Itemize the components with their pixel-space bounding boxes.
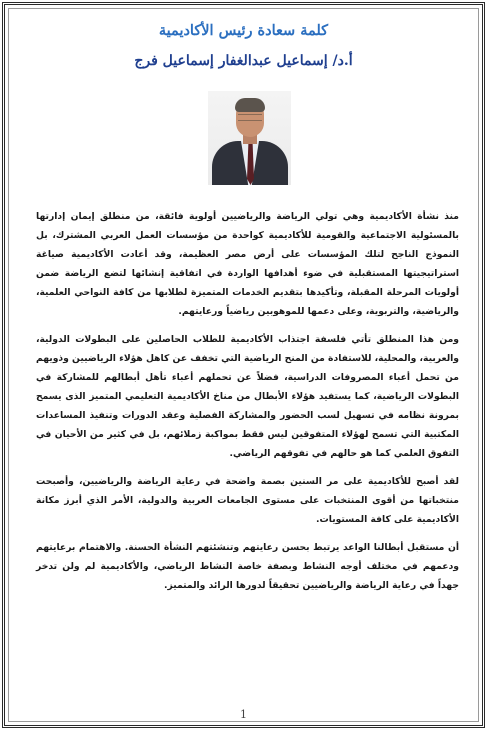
page-number: 1	[240, 708, 247, 721]
paragraph: أن مستقبل أبطالنا الواعد يرتبط بحسن رعايتهم وتنشئتهم النشأة الحسنة. والاهتمام برعايتهم ودعمهم في مختلف أوجه النشاط وبصفة خاصة النشاط الرياضي، والأكاديمية لم ولن تدخر جهداً في رعاية الرياضة والرياضيين تحقيقاً لدورها الرائد والمتميز.	[36, 542, 459, 591]
paragraph: لقد أصبح للأكاديمية على مر السنين بصمة واضحة في رعاية الرياضة والرياضيين، وأصبحت منتخباتها من أقوى المنتخبات على مستوى الجامعات العربية والدولية، الأمر الذي أبرز مكانة الأكاديمية على كافة المستويات.	[36, 476, 459, 525]
message-body	[36, 207, 459, 604]
paragraph: ومن هذا المنطلق تأتي فلسفة اجتذاب الأكاديمية للطلاب الحاصلين على البطولات الدولية، والعربية، والمحلية، للاستفادة من المنح الرياضية التي تخفف عن كاهل هؤلاء الرياضيين وذويهم من تحمل أعباء المصروفات الدراسية، فضلاً عن تحملهم أعباء تأهل أبطالهم للمشاركة في البطولات الرياضية، كما يستفيد هؤلاء الأبطال من مناخ الأكاديمية التعليمي المتميز الذى يسمح بمرونة نظامه في تسهيل لسب الحضور والمشاركة الفصلية وعقد الدورات وتنفيذ المساعدات المكتبية التي تسمح لهؤلاء المتفوقين ليس فقط بمواكبة زملائهم، بل في كثير من الأحيان في التفوق العلمي كما هو حالهم في تفوقهم الرياضي.	[36, 334, 459, 459]
paragraph: منذ نشأة الأكاديمية وهي تولي الرياضة والرياضيين أولوية فائقة، من منطلق إيمان إدارتها بالمسئولية الاجتماعية والقومية للأكاديمية كواحدة من مؤسسات العمل العربي المشترك، بل النموذج الناجح لتلك المؤسسات على أرض مصر العظيمة، وقد أعادت الأكاديمية صياغة استراتيجيتها المستقبلية في ضوء أهدافها الواردة في اتفاقية إنشائها لتضع الرياضة ضمن أولويات المرحلة المقبلة، وتأكيدها بتقديم الخدمات المتميزة لطلابها من كافة النواحي العلمية، والرياضية، والتربوية، وعلى دعمها للموهوبين رياضياً ورعايتهم.	[36, 211, 459, 317]
document-page	[2, 2, 485, 728]
page-title: كلمة سعادة رئيس الأكاديمية	[158, 22, 329, 39]
portrait-photo	[208, 91, 291, 185]
author-name: أ.د/ إسماعيل عبدالغفار إسماعيل فرج	[134, 53, 353, 69]
